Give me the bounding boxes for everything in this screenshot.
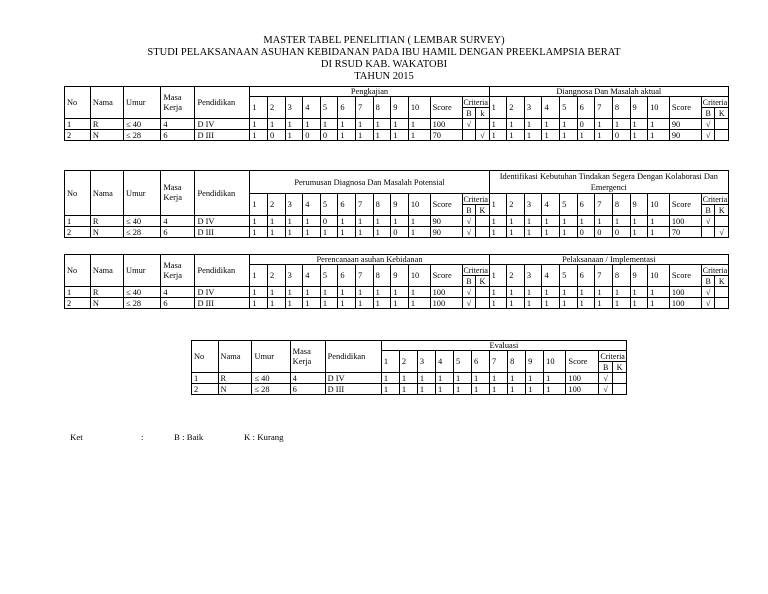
header-nama: Nama <box>90 171 123 216</box>
cell-item-value: 1 <box>507 130 525 141</box>
cell-item-value: 1 <box>648 216 670 227</box>
cell-item-value: 1 <box>408 287 430 298</box>
cell-score: 100 <box>566 384 599 395</box>
header-umur: Umur <box>252 341 290 373</box>
cell-item-value: 0 <box>612 227 630 238</box>
cell-item-value: 1 <box>595 298 613 309</box>
cell-item-value: 1 <box>542 287 560 298</box>
cell-criteria-k <box>476 287 489 298</box>
cell-item-value: 1 <box>338 130 356 141</box>
cell-item-value: 1 <box>391 119 409 130</box>
cell-criteria-k <box>715 119 729 130</box>
cell-item-value: 1 <box>250 287 268 298</box>
cell-criteria-b: √ <box>462 227 475 238</box>
cell-item-value: 1 <box>526 384 544 395</box>
header-umur: Umur <box>124 171 161 216</box>
cell-item-value: 1 <box>507 227 525 238</box>
section-title-perencanaan: Perencanaan asuhan Kebidanan <box>250 255 489 265</box>
cell-item-value: 1 <box>391 216 409 227</box>
cell-criteria-k <box>476 216 489 227</box>
cell-pendidikan: D IV <box>325 373 381 384</box>
cell-item-value: 1 <box>303 227 321 238</box>
cell-item-value: 1 <box>648 298 670 309</box>
cell-item-value: 1 <box>630 119 648 130</box>
cell-no: 2 <box>192 384 219 395</box>
cell-item-value: 1 <box>391 298 409 309</box>
header-score: Score <box>430 265 462 287</box>
cell-item-value: 1 <box>338 287 356 298</box>
cell-item-value: 0 <box>267 130 285 141</box>
cell-item-value: 1 <box>560 298 578 309</box>
cell-score: 90 <box>669 119 701 130</box>
header-k: K <box>476 276 489 287</box>
cell-nama: N <box>90 130 123 141</box>
cell-item-value: 1 <box>320 298 338 309</box>
cell-item-value: 1 <box>250 216 268 227</box>
cell-item-value: 1 <box>408 130 430 141</box>
cell-score: 100 <box>669 287 701 298</box>
cell-criteria-b: √ <box>599 384 613 395</box>
cell-nama: N <box>90 298 123 309</box>
cell-criteria-k <box>715 298 729 309</box>
cell-item-value: 0 <box>320 130 338 141</box>
cell-criteria-k <box>613 373 627 384</box>
cell-item-value: 1 <box>250 227 268 238</box>
cell-item-value: 1 <box>472 384 490 395</box>
header-k: K <box>715 108 729 119</box>
header-score: Score <box>430 97 462 119</box>
header-b: B <box>462 276 475 287</box>
cell-item-value: 1 <box>356 227 374 238</box>
cell-item-value: 1 <box>453 384 471 395</box>
cell-item-value: 1 <box>612 216 630 227</box>
cell-nama: N <box>90 227 123 238</box>
cell-item-value: 1 <box>373 287 391 298</box>
cell-item-value: 1 <box>648 130 670 141</box>
cell-item-value: 1 <box>630 287 648 298</box>
cell-item-value: 1 <box>303 216 321 227</box>
header-criteria: Criteria <box>702 194 728 204</box>
cell-item-value: 1 <box>577 287 595 298</box>
cell-item-value: 1 <box>267 216 285 227</box>
cell-no: 1 <box>192 373 219 384</box>
header-pendidikan: Pendidikan <box>325 341 381 373</box>
legend-baik: B : Baik <box>174 432 204 442</box>
cell-masa-kerja: 4 <box>161 119 195 130</box>
cell-criteria-k <box>613 384 627 395</box>
cell-item-value: 1 <box>526 373 544 384</box>
header-score: Score <box>566 351 599 373</box>
cell-item-value: 1 <box>595 119 613 130</box>
cell-item-value: 1 <box>560 130 578 141</box>
cell-item-value: 1 <box>542 130 560 141</box>
header-b: B <box>462 108 475 119</box>
cell-item-value: 0 <box>577 227 595 238</box>
cell-item-value: 1 <box>381 373 399 384</box>
cell-criteria-b: √ <box>701 298 714 309</box>
cell-pendidikan: D IV <box>195 216 250 227</box>
cell-item-value: 1 <box>630 227 648 238</box>
table-row <box>65 216 729 227</box>
cell-item-value: 1 <box>356 130 374 141</box>
cell-no: 1 <box>65 119 91 130</box>
header-masa-kerja: Masa Kerja <box>161 255 195 287</box>
cell-item-value: 1 <box>338 227 356 238</box>
header-k: K <box>613 362 627 373</box>
cell-criteria-k <box>476 119 489 130</box>
table-row <box>65 287 729 298</box>
cell-score: 100 <box>669 298 701 309</box>
cell-item-value: 1 <box>489 287 507 298</box>
cell-criteria-k <box>715 216 729 227</box>
header-nama: Nama <box>90 87 123 119</box>
cell-masa-kerja: 6 <box>161 298 195 309</box>
header-score: Score <box>669 194 701 216</box>
cell-masa-kerja: 4 <box>161 216 195 227</box>
section-title-evaluasi: Evaluasi <box>381 341 626 351</box>
section-title-identifikasi: Identifikasi Kebutuhan Tindakan Segera Dengan Kolaborasi Dan Emergenci <box>489 171 728 194</box>
cell-item-value: 1 <box>507 216 525 227</box>
header-masa-kerja: Masa Kerja <box>161 171 195 216</box>
cell-item-value: 1 <box>373 119 391 130</box>
cell-score: 70 <box>669 227 701 238</box>
cell-criteria-b: √ <box>701 130 714 141</box>
cell-item-value: 1 <box>507 287 525 298</box>
cell-item-value: 1 <box>542 216 560 227</box>
cell-pendidikan: D IV <box>195 287 250 298</box>
cell-item-value: 1 <box>285 227 303 238</box>
header-no: No <box>65 255 91 287</box>
cell-nama: R <box>218 373 252 384</box>
cell-item-value: 1 <box>612 119 630 130</box>
header-no: No <box>192 341 219 373</box>
cell-item-value: 1 <box>489 119 507 130</box>
cell-umur: ≤ 28 <box>124 298 161 309</box>
cell-item-value: 1 <box>489 227 507 238</box>
cell-item-value: 1 <box>267 287 285 298</box>
table-row <box>65 130 729 141</box>
cell-pendidikan: D IV <box>195 119 250 130</box>
header-score: Score <box>430 194 462 216</box>
table-row <box>65 298 729 309</box>
cell-item-value: 1 <box>399 384 417 395</box>
cell-item-value: 1 <box>267 298 285 309</box>
cell-item-value: 1 <box>560 216 578 227</box>
cell-item-value: 1 <box>560 119 578 130</box>
cell-pendidikan: D III <box>195 227 250 238</box>
header-pendidikan: Pendidikan <box>195 255 250 287</box>
cell-no: 1 <box>65 287 91 298</box>
cell-item-value: 1 <box>508 373 526 384</box>
cell-score: 100 <box>669 216 701 227</box>
cell-masa-kerja: 4 <box>290 373 325 384</box>
cell-umur: ≤ 28 <box>252 384 290 395</box>
cell-score: 100 <box>566 373 599 384</box>
header-b: B <box>599 362 613 373</box>
cell-item-value: 1 <box>303 287 321 298</box>
cell-score: 100 <box>430 298 462 309</box>
legend-label: Ket <box>70 432 83 442</box>
cell-item-value: 1 <box>524 216 542 227</box>
cell-item-value: 1 <box>320 287 338 298</box>
cell-score: 90 <box>430 216 462 227</box>
cell-item-value: 1 <box>356 119 374 130</box>
cell-masa-kerja: 6 <box>161 130 195 141</box>
cell-item-value: 1 <box>524 227 542 238</box>
cell-item-value: 1 <box>285 119 303 130</box>
cell-nama: R <box>90 287 123 298</box>
cell-item-value: 1 <box>373 130 391 141</box>
cell-item-value: 1 <box>490 384 508 395</box>
cell-item-value: 1 <box>320 227 338 238</box>
cell-item-value: 0 <box>320 216 338 227</box>
cell-item-value: 1 <box>542 227 560 238</box>
cell-item-value: 1 <box>435 373 453 384</box>
document-title-block <box>0 35 768 83</box>
header-no: No <box>65 171 91 216</box>
table-row <box>192 373 627 384</box>
cell-item-value: 1 <box>524 298 542 309</box>
title-line-3: DI RSUD KAB. WAKATOBI <box>320 59 448 70</box>
cell-item-value: 1 <box>267 227 285 238</box>
cell-no: 1 <box>65 216 91 227</box>
cell-item-value: 1 <box>577 216 595 227</box>
header-criteria: Criteria <box>463 97 488 107</box>
cell-masa-kerja: 4 <box>161 287 195 298</box>
cell-umur: ≤ 40 <box>124 119 161 130</box>
cell-criteria-b: √ <box>462 216 475 227</box>
header-nama: Nama <box>218 341 252 373</box>
cell-item-value: 0 <box>612 130 630 141</box>
cell-item-value: 0 <box>595 227 613 238</box>
section-title-pengkajian: Pengkajian <box>250 87 489 97</box>
header-score: Score <box>669 97 701 119</box>
header-score: Score <box>669 265 701 287</box>
cell-criteria-b <box>701 227 714 238</box>
cell-item-value: 1 <box>338 298 356 309</box>
section-title-pelaksanaan: Pelaksanaan / Implementasi <box>489 255 728 265</box>
header-k: K <box>476 205 489 216</box>
cell-item-value: 1 <box>356 298 374 309</box>
header-nama: Nama <box>90 255 123 287</box>
cell-item-value: 1 <box>524 287 542 298</box>
header-umur: Umur <box>124 255 161 287</box>
cell-item-value: 1 <box>472 373 490 384</box>
header-k: K <box>715 276 729 287</box>
cell-item-value: 1 <box>630 298 648 309</box>
cell-item-value: 1 <box>250 119 268 130</box>
table-perumusan-identifikasi: No Nama Umur Masa Kerja Pendidikan Perumusan Diagnosa Dan Masalah Potensial Identifikasi Kebutuhan Tindakan Segera Dengan Kolaborasi Dan Emergenci 1 2 3 4 5 6 7 8 9 10 Score Criteria 1 2 3 4 5 6 7 8 9 10 Score Criteria B K B K 1 R ≤ 40 4 D IV 1 1 1 1 0 1 1 1 1 1 90 √ 1 1 1 1 1 1 1 1 1 1 100 √ 2 N ≤ 28 6 D III 1 1 1 1 1 1 1 1 0 1 90 √ 1 1 1 1 1 0 0 0 1 1 70 √ <box>64 170 729 238</box>
cell-item-value: 1 <box>508 384 526 395</box>
cell-nama: R <box>90 119 123 130</box>
header-criteria: Criteria <box>463 265 488 275</box>
header-b: B <box>701 276 714 287</box>
cell-item-value: 1 <box>408 227 430 238</box>
header-k: k <box>476 108 489 119</box>
header-criteria: Criteria <box>702 265 728 275</box>
header-b: B <box>701 108 714 119</box>
cell-item-value: 1 <box>507 119 525 130</box>
cell-no: 2 <box>65 227 91 238</box>
cell-criteria-b: √ <box>701 119 714 130</box>
cell-umur: ≤ 40 <box>124 216 161 227</box>
table-row <box>65 119 729 130</box>
cell-item-value: 1 <box>373 216 391 227</box>
cell-item-value: 1 <box>285 130 303 141</box>
cell-item-value: 1 <box>408 119 430 130</box>
cell-item-value: 1 <box>391 130 409 141</box>
table-pengkajian-diagnosa: No Nama Umur Masa Kerja Pendidikan Pengkajian Diangnosa Dan Masalah aktual 1 2 3 4 5 6 7 8 9 10 Score Criteria 1 2 3 4 5 6 7 8 9 10 Score Criteria B k B K 1 R ≤ 40 4 D IV 1 1 1 1 1 1 1 1 1 1 100 √ 1 1 1 1 1 0 1 1 1 1 90 √ 2 N ≤ 28 6 D III 1 0 1 0 0 1 1 1 1 1 70 √ 1 1 1 1 1 1 1 0 1 1 90 √ <box>64 86 729 141</box>
cell-item-value: 0 <box>303 130 321 141</box>
cell-item-value: 1 <box>577 298 595 309</box>
cell-criteria-b: √ <box>701 287 714 298</box>
cell-criteria-b <box>462 130 475 141</box>
cell-item-value: 1 <box>417 384 435 395</box>
cell-item-value: 1 <box>648 287 670 298</box>
cell-criteria-k: √ <box>715 227 729 238</box>
header-k: K <box>715 205 729 216</box>
section-title-diagnosa-aktual: Diangnosa Dan Masalah aktual <box>489 87 728 97</box>
legend-kurang: K : Kurang <box>244 432 284 442</box>
cell-item-value: 1 <box>373 298 391 309</box>
cell-pendidikan: D III <box>325 384 381 395</box>
cell-item-value: 1 <box>560 287 578 298</box>
cell-score: 100 <box>430 119 462 130</box>
header-no: No <box>65 87 91 119</box>
cell-item-value: 1 <box>544 384 566 395</box>
cell-item-value: 0 <box>577 119 595 130</box>
cell-item-value: 1 <box>250 298 268 309</box>
cell-item-value: 1 <box>356 287 374 298</box>
cell-item-value: 1 <box>338 119 356 130</box>
cell-item-value: 1 <box>408 298 430 309</box>
cell-criteria-b: √ <box>701 216 714 227</box>
cell-masa-kerja: 6 <box>290 384 325 395</box>
cell-item-value: 0 <box>391 227 409 238</box>
cell-criteria-b: √ <box>462 298 475 309</box>
header-pendidikan: Pendidikan <box>195 87 250 119</box>
header-umur: Umur <box>124 87 161 119</box>
cell-item-value: 1 <box>595 287 613 298</box>
table-evaluasi: No Nama Umur Masa Kerja Pendidikan Evaluasi 1 2 3 4 5 6 7 8 9 10 Score Criteria B K 1 R ≤ 40 4 D IV 1 1 1 1 1 1 1 1 1 1 100 √ 2 N ≤ 28 6 D III 1 1 1 1 1 1 1 1 1 1 100 √ <box>191 340 627 395</box>
cell-item-value: 1 <box>267 119 285 130</box>
section-title-perumusan: Perumusan Diagnosa Dan Masalah Potensial <box>250 171 489 194</box>
cell-nama: N <box>218 384 252 395</box>
cell-criteria-b: √ <box>599 373 613 384</box>
cell-item-value: 1 <box>417 373 435 384</box>
cell-item-value: 1 <box>356 216 374 227</box>
cell-item-value: 1 <box>544 373 566 384</box>
header-b: B <box>462 205 475 216</box>
cell-item-value: 1 <box>542 298 560 309</box>
cell-item-value: 1 <box>285 298 303 309</box>
header-pendidikan: Pendidikan <box>195 171 250 216</box>
cell-item-value: 1 <box>630 130 648 141</box>
cell-item-value: 1 <box>648 227 670 238</box>
cell-criteria-k <box>715 130 729 141</box>
cell-item-value: 1 <box>612 287 630 298</box>
cell-item-value: 1 <box>595 216 613 227</box>
legend-colon: : <box>141 432 144 442</box>
cell-item-value: 1 <box>595 130 613 141</box>
cell-item-value: 1 <box>250 130 268 141</box>
cell-item-value: 1 <box>577 130 595 141</box>
cell-score: 100 <box>430 287 462 298</box>
cell-criteria-k <box>476 227 489 238</box>
cell-criteria-k <box>715 287 729 298</box>
header-criteria: Criteria <box>702 97 728 107</box>
header-criteria: Criteria <box>463 194 488 204</box>
cell-item-value: 1 <box>542 119 560 130</box>
cell-item-value: 1 <box>648 119 670 130</box>
cell-item-value: 1 <box>391 287 409 298</box>
title-line-2: STUDI PELAKSANAAN ASUHAN KEBIDANAN PADA IBU HAMIL DENGAN PREEKLAMPSIA BERAT <box>147 47 621 58</box>
table-row <box>65 227 729 238</box>
cell-item-value: 1 <box>338 216 356 227</box>
cell-item-value: 1 <box>453 373 471 384</box>
cell-item-value: 1 <box>489 216 507 227</box>
header-criteria: Criteria <box>600 351 625 361</box>
cell-umur: ≤ 40 <box>252 373 290 384</box>
cell-item-value: 1 <box>490 373 508 384</box>
title-line-1: MASTER TABEL PENELITIAN ( LEMBAR SURVEY) <box>263 35 505 46</box>
cell-pendidikan: D III <box>195 298 250 309</box>
cell-item-value: 1 <box>408 216 430 227</box>
cell-item-value: 1 <box>303 119 321 130</box>
cell-umur: ≤ 40 <box>124 287 161 298</box>
cell-criteria-k <box>476 298 489 309</box>
header-masa-kerja: Masa Kerja <box>290 341 325 373</box>
cell-item-value: 1 <box>285 216 303 227</box>
cell-item-value: 1 <box>303 298 321 309</box>
cell-no: 2 <box>65 130 91 141</box>
cell-item-value: 1 <box>630 216 648 227</box>
cell-criteria-b: √ <box>462 119 475 130</box>
cell-criteria-b: √ <box>462 287 475 298</box>
cell-nama: R <box>90 216 123 227</box>
cell-item-value: 1 <box>560 227 578 238</box>
cell-item-value: 1 <box>489 130 507 141</box>
title-line-4: TAHUN 2015 <box>354 71 414 82</box>
cell-umur: ≤ 28 <box>124 227 161 238</box>
cell-item-value: 1 <box>524 119 542 130</box>
cell-item-value: 1 <box>489 298 507 309</box>
table-perencanaan-pelaksanaan: No Nama Umur Masa Kerja Pendidikan Perencanaan asuhan Kebidanan Pelaksanaan / Implementasi 1 2 3 4 5 6 7 8 9 10 Score Criteria 1 2 3 4 5 6 7 8 9 10 Score Criteria B K B K 1 R ≤ 40 4 D IV 1 1 1 1 1 1 1 1 1 1 100 √ 1 1 1 1 1 1 1 1 1 1 100 √ 2 N ≤ 28 6 D III 1 1 1 1 1 1 1 1 1 1 100 √ 1 1 1 1 1 1 1 1 1 1 100 √ <box>64 254 729 309</box>
cell-pendidikan: D III <box>195 130 250 141</box>
cell-score: 90 <box>430 227 462 238</box>
cell-score: 70 <box>430 130 462 141</box>
cell-masa-kerja: 6 <box>161 227 195 238</box>
table-row <box>192 384 627 395</box>
cell-item-value: 1 <box>435 384 453 395</box>
cell-item-value: 1 <box>524 130 542 141</box>
cell-item-value: 1 <box>320 119 338 130</box>
cell-item-value: 1 <box>373 227 391 238</box>
header-masa-kerja: Masa Kerja <box>161 87 195 119</box>
cell-item-value: 1 <box>507 298 525 309</box>
cell-item-value: 1 <box>381 384 399 395</box>
header-b: B <box>701 205 714 216</box>
cell-umur: ≤ 28 <box>124 130 161 141</box>
cell-score: 90 <box>669 130 701 141</box>
cell-item-value: 1 <box>285 287 303 298</box>
cell-no: 2 <box>65 298 91 309</box>
cell-item-value: 1 <box>399 373 417 384</box>
cell-criteria-k: √ <box>476 130 489 141</box>
cell-item-value: 1 <box>612 298 630 309</box>
